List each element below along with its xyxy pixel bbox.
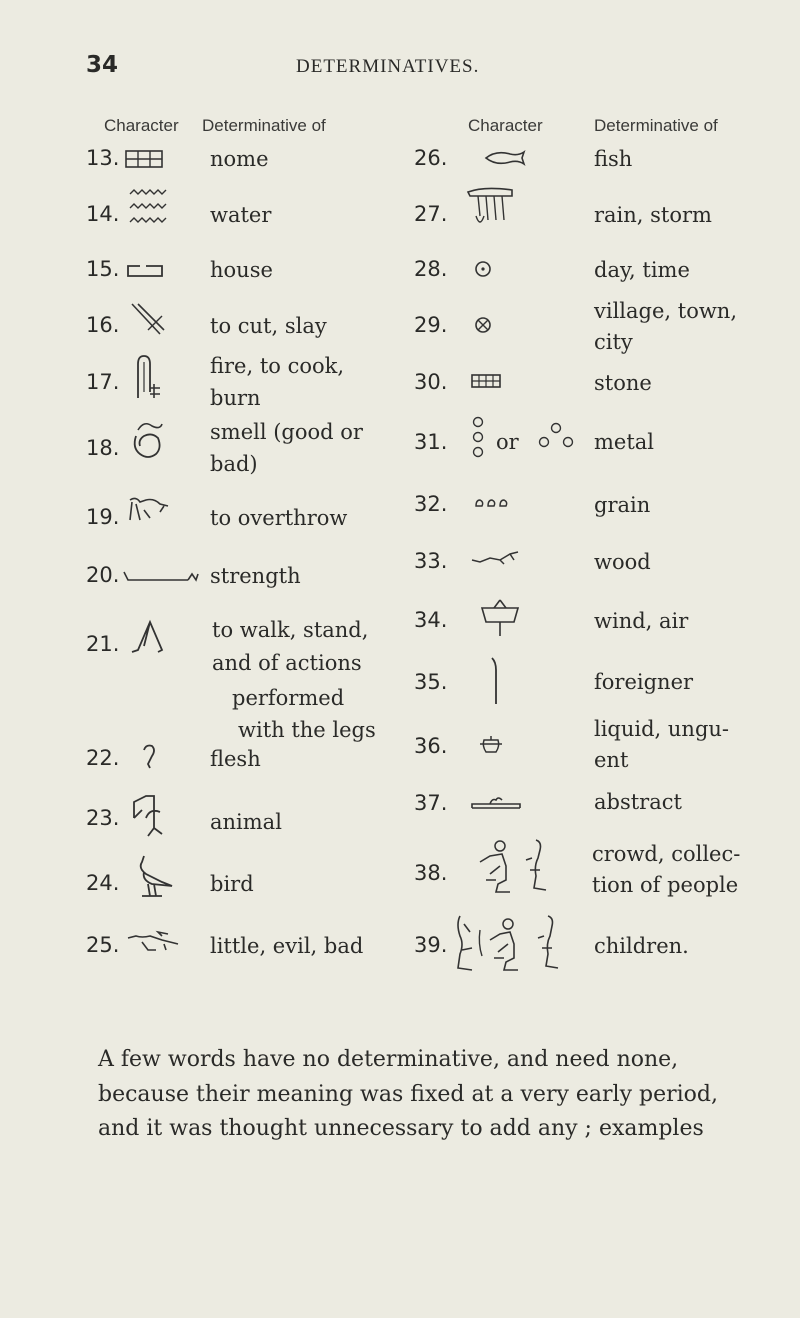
entry-number: 32. bbox=[414, 492, 448, 516]
paragraph-line: A few words have no determinative, and need none, bbox=[98, 1047, 679, 1072]
entry-number: 39. bbox=[414, 933, 448, 957]
entry-text: stone bbox=[594, 371, 652, 395]
entry-text: flesh bbox=[210, 747, 261, 771]
entry-text: water bbox=[210, 203, 272, 227]
entry-text: abstract bbox=[594, 790, 682, 814]
entry-number: 34. bbox=[414, 608, 448, 632]
metal-glyph-icon bbox=[470, 414, 486, 462]
entry-text: fire, to cook, bbox=[210, 354, 345, 378]
entry-number: 18. bbox=[86, 436, 120, 460]
knife-glyph-icon bbox=[128, 300, 168, 340]
paragraph-line: because their meaning was fixed at a very early period, bbox=[98, 1082, 718, 1107]
entry-number: 25. bbox=[86, 933, 120, 957]
stick-glyph-icon bbox=[488, 656, 504, 708]
entry-number: 22. bbox=[86, 746, 120, 770]
entry-number: 13. bbox=[86, 146, 120, 170]
rain-glyph-icon bbox=[464, 186, 520, 232]
metal-alt-glyph-icon bbox=[536, 420, 576, 452]
entry-text: liquid, ungu- bbox=[594, 717, 730, 741]
entry-number: 24. bbox=[86, 871, 120, 895]
entry-number: 23. bbox=[86, 806, 120, 830]
village-glyph-icon bbox=[472, 314, 494, 336]
grain-glyph-icon bbox=[472, 494, 512, 512]
entry-text: metal bbox=[594, 430, 655, 454]
water-glyph-icon bbox=[128, 188, 170, 230]
entry-number: 30. bbox=[414, 370, 448, 394]
entry-text: to overthrow bbox=[210, 506, 348, 530]
sail-glyph-icon bbox=[478, 596, 526, 638]
fire-glyph-icon bbox=[130, 352, 166, 400]
entry-text: ent bbox=[594, 748, 629, 772]
children-glyph-icon bbox=[450, 910, 574, 976]
entry-text: nome bbox=[210, 147, 269, 171]
entry-text: tion of people bbox=[592, 873, 739, 897]
entry-number: 29. bbox=[414, 313, 448, 337]
entry-number: 35. bbox=[414, 670, 448, 694]
bird-glyph-icon bbox=[128, 850, 176, 902]
animal-glyph-icon bbox=[128, 788, 168, 840]
entry-text: foreigner bbox=[594, 670, 694, 694]
papyrus-roll-glyph-icon bbox=[468, 794, 526, 814]
metal-or-text: or bbox=[496, 430, 519, 454]
col-header-character-right: Character bbox=[468, 116, 543, 135]
entry-text: house bbox=[210, 258, 273, 282]
running-title: DETERMINATIVES. bbox=[296, 56, 480, 77]
entry-number: 31. bbox=[414, 430, 448, 454]
entry-text: wind, air bbox=[594, 609, 689, 633]
entry-text: wood bbox=[594, 550, 651, 574]
entry-text: bird bbox=[210, 872, 254, 896]
house-glyph-icon bbox=[124, 262, 168, 280]
entry-text: day, time bbox=[594, 258, 690, 282]
entry-number: 20. bbox=[86, 563, 120, 587]
entry-number: 21. bbox=[86, 632, 120, 656]
fish-glyph-icon bbox=[482, 148, 532, 168]
overthrow-glyph-icon bbox=[124, 494, 170, 524]
entry-number: 15. bbox=[86, 257, 120, 281]
stone-glyph-icon bbox=[470, 372, 504, 390]
entry-text: animal bbox=[210, 810, 282, 834]
entry-number: 37. bbox=[414, 791, 448, 815]
entry-text: village, town, bbox=[594, 299, 738, 323]
entry-number: 27. bbox=[414, 202, 448, 226]
ointment-glyph-icon bbox=[476, 734, 506, 758]
entry-text: children. bbox=[594, 934, 689, 958]
entry-text: crowd, collec- bbox=[592, 842, 741, 866]
entry-number: 16. bbox=[86, 313, 120, 337]
sun-glyph-icon bbox=[472, 258, 494, 280]
entry-number: 14. bbox=[86, 202, 120, 226]
entry-text: strength bbox=[210, 564, 301, 588]
entry-number: 38. bbox=[414, 861, 448, 885]
entry-number: 19. bbox=[86, 505, 120, 529]
entry-text: performed bbox=[232, 686, 345, 710]
paragraph-line: and it was thought unnecessary to add any ; examples bbox=[98, 1116, 704, 1141]
entry-text: to cut, slay bbox=[210, 314, 327, 338]
smell-glyph-icon bbox=[128, 418, 168, 462]
col-header-determinative-left: Determinative of bbox=[202, 116, 326, 135]
wood-glyph-icon bbox=[470, 548, 524, 568]
nome-glyph-icon bbox=[124, 148, 166, 172]
entry-text: fish bbox=[594, 147, 633, 171]
entry-text: smell (good or bbox=[210, 420, 363, 444]
entry-text: little, evil, bad bbox=[210, 934, 364, 958]
legs-glyph-icon bbox=[130, 618, 166, 654]
entry-text: rain, storm bbox=[594, 203, 712, 227]
entry-text: with the legs bbox=[238, 718, 376, 742]
entry-text: grain bbox=[594, 493, 651, 517]
entry-text: burn bbox=[210, 386, 261, 410]
entry-text: city bbox=[594, 330, 633, 354]
col-header-character-left: Character bbox=[104, 116, 179, 135]
people-glyph-icon bbox=[476, 836, 556, 898]
entry-number: 28. bbox=[414, 257, 448, 281]
flesh-glyph-icon bbox=[140, 742, 164, 772]
entry-text: bad) bbox=[210, 452, 258, 476]
little-bird-glyph-icon bbox=[122, 928, 206, 956]
entry-text: to walk, stand, bbox=[212, 618, 369, 642]
page-number: 34 bbox=[86, 52, 119, 78]
strength-glyph-icon bbox=[122, 566, 208, 586]
entry-number: 26. bbox=[414, 146, 448, 170]
col-header-determinative-right: Determinative of bbox=[594, 116, 718, 135]
entry-text: and of actions bbox=[212, 651, 362, 675]
entry-number: 36. bbox=[414, 734, 448, 758]
entry-number: 17. bbox=[86, 370, 120, 394]
entry-number: 33. bbox=[414, 549, 448, 573]
